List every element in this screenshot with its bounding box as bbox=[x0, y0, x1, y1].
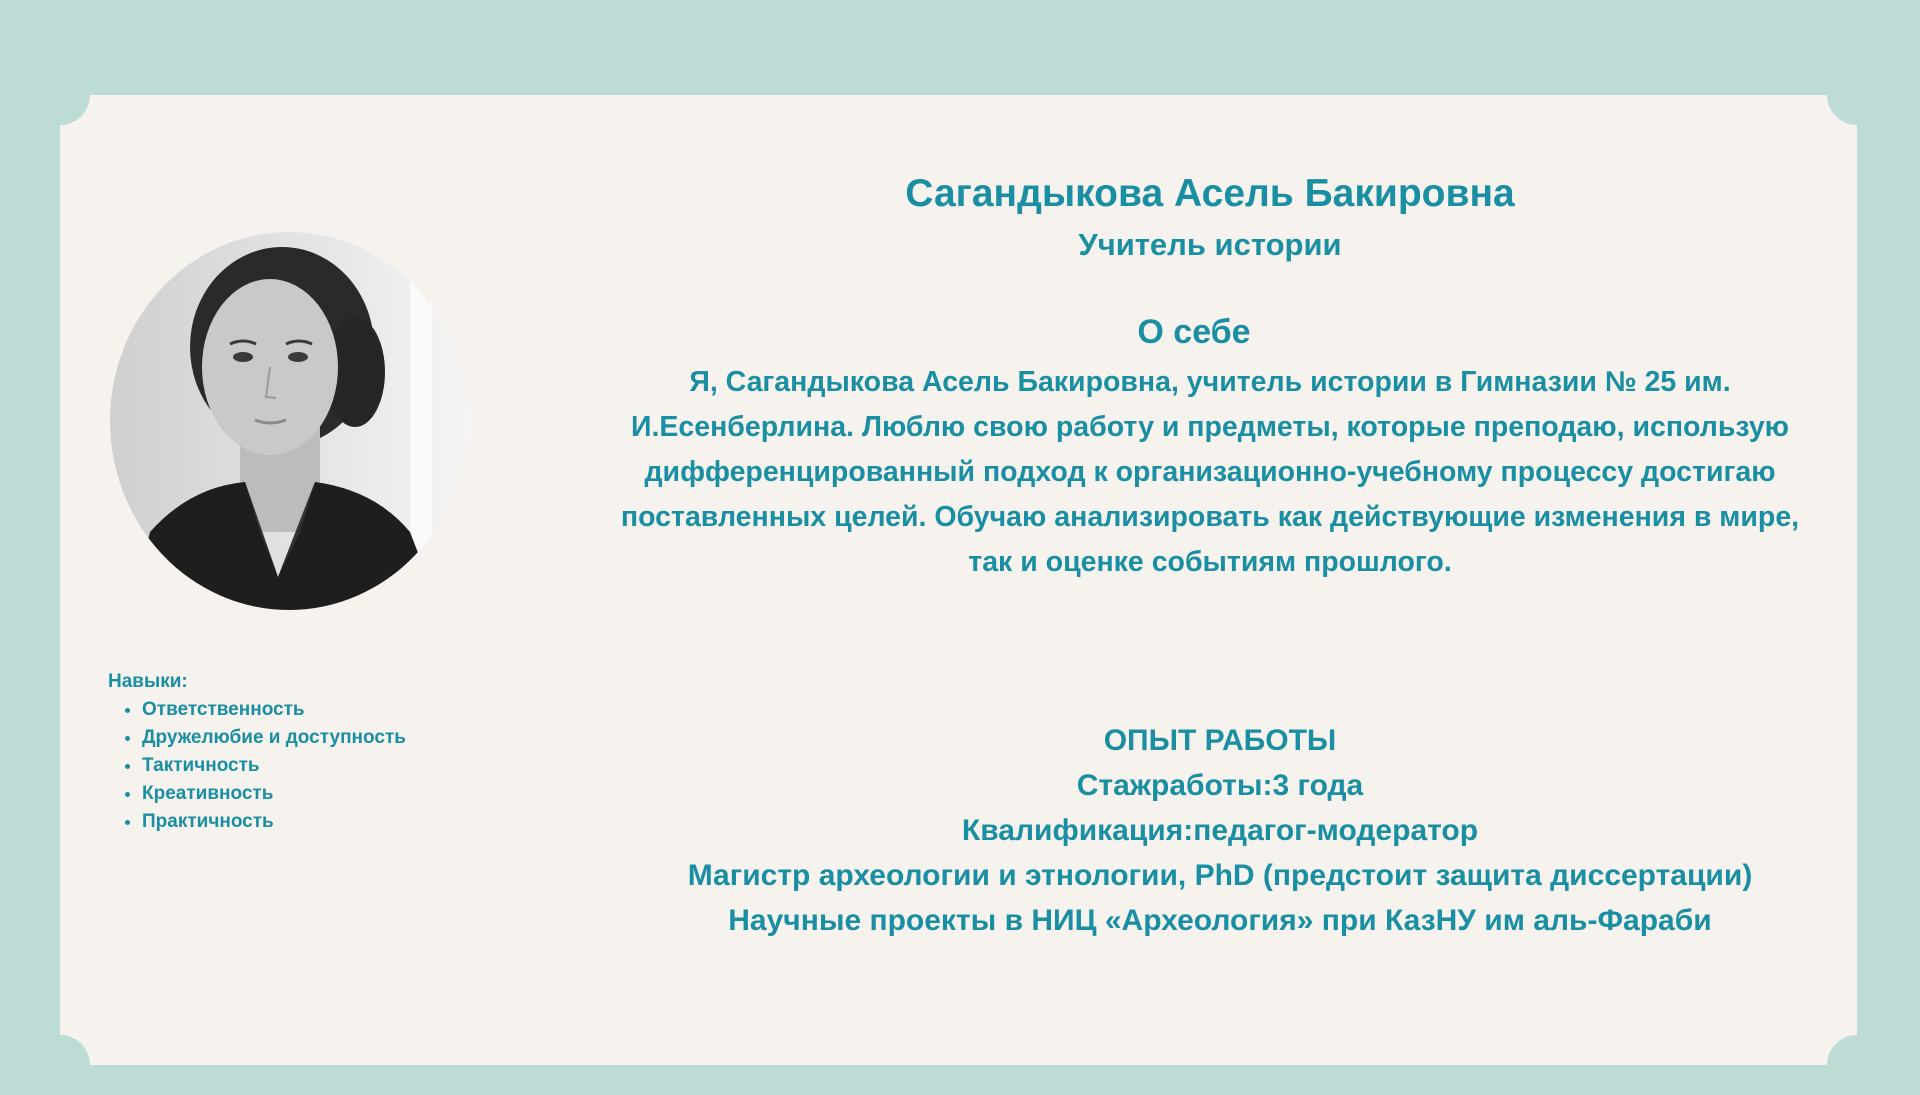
about-line: так и оценке событиям прошлого. bbox=[968, 546, 1452, 578]
card-corner-notch bbox=[1827, 1035, 1887, 1095]
skills-section bbox=[108, 668, 406, 836]
profile-card bbox=[60, 95, 1857, 1065]
experience-line: Научные проекты в НИЦ «Археология» при КазНУ им аль-Фараби bbox=[728, 904, 1712, 937]
about-line: дифференцированный подход к организационно-учебному процессу достигаю bbox=[644, 456, 1776, 488]
experience-line: Квалификация:педагог-модератор bbox=[961, 814, 1479, 847]
experience-line: Магистр археологии и этнологии, PhD (предстоит защита диссертации) bbox=[687, 859, 1753, 892]
profile-role: Учитель истории bbox=[1078, 227, 1342, 262]
card-corner-notch bbox=[30, 65, 90, 125]
list-item: • Дружелюбие и доступность bbox=[142, 724, 406, 752]
portrait-image bbox=[110, 232, 468, 610]
profile-name: Сагандыкова Асель Бакировна bbox=[905, 172, 1515, 215]
about-text bbox=[480, 360, 1920, 585]
about-line: И.Есенберлина. Люблю свою работу и предметы, которые преподаю, использую bbox=[630, 411, 1790, 443]
list-item: • Ответственность bbox=[142, 696, 406, 724]
skills-list bbox=[108, 696, 406, 836]
card-corner-notch bbox=[30, 1035, 90, 1095]
experience-title: ОПЫТ РАБОТЫ bbox=[1103, 724, 1337, 757]
card-corner-notch bbox=[1827, 65, 1887, 125]
about-line: Я, Сагандыкова Асель Бакировна, учитель истории в Гимназии № 25 им. bbox=[689, 366, 1731, 398]
about-line: поставленных целей. Обучаю анализировать как действующие изменения в мире, bbox=[620, 501, 1800, 533]
list-item: • Тактичность bbox=[142, 752, 406, 780]
list-item: • Практичность bbox=[142, 808, 406, 836]
skills-title: Навыки: bbox=[108, 671, 188, 692]
about-title: О себе bbox=[1137, 313, 1251, 351]
list-item: • Креативность bbox=[142, 780, 406, 808]
experience-line: Стажработы:3 года bbox=[1076, 769, 1364, 802]
profile-photo bbox=[110, 232, 468, 610]
experience-section bbox=[530, 718, 1910, 943]
